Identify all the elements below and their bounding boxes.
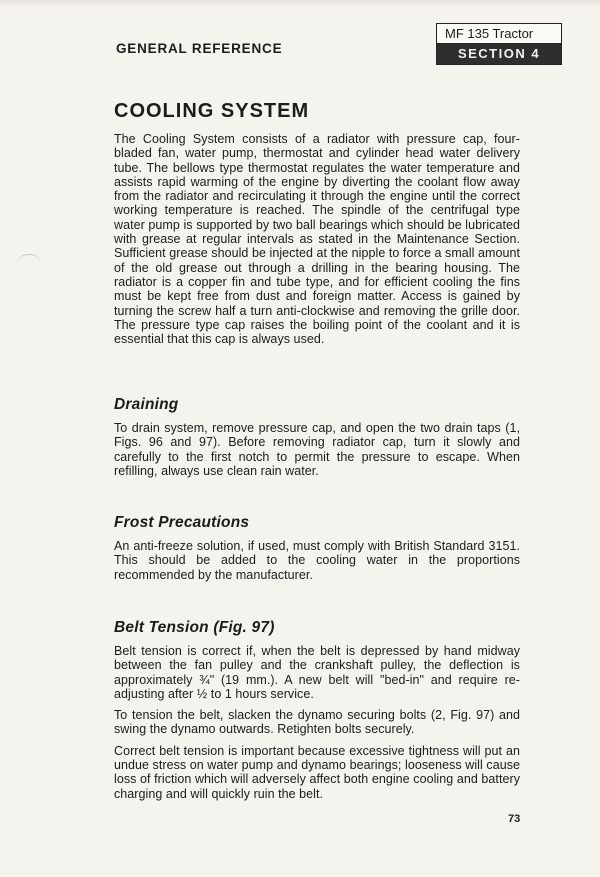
page-number: 73 xyxy=(508,813,521,825)
section-heading: Frost Precautions xyxy=(114,514,250,531)
section-belt-tension xyxy=(114,619,520,801)
section-paragraph: Correct belt tension is important because excessive tightness will put an undue stress on water pump and dynamo bearings; looseness will cause loss of friction which will adversely affect both engine cooling and battery charging and will quickly ruin the belt. xyxy=(114,743,520,801)
section-heading: Belt Tension (Fig. 97) xyxy=(114,619,275,636)
section-paragraph: An anti-freeze solution, if used, must comply with British Standard 3151. This should be added to the cooling water in the proportions recommended by the manufacturer. xyxy=(114,539,520,582)
header-section-label: SECTION 4 xyxy=(437,44,561,64)
page-edge-shadow xyxy=(0,0,600,6)
section-draining xyxy=(114,396,520,478)
section-paragraph: Belt tension is correct if, when the belt is depressed by hand midway between the fan pulley and the crankshaft pulley, the deflection is approximately ¾" (19 mm.). A new belt will "bed-in" and require re-adjusting after ½ to 1 hours service. xyxy=(114,644,520,701)
header-doc-title: MF 135 Tractor xyxy=(437,24,561,44)
section-heading: Draining xyxy=(114,396,179,413)
section-paragraph: The Cooling System consists of a radiator with pressure cap, four-bladed fan, water pump, thermostat and cylinder head water delivery tube. The bellows type thermostat regulates the water temperature and assists rapid warming of the engine by diverting the coolant flow away from the radiator and recirculating it through the engine until the correct working temperature is reached. The spindle of the centrifugal type water pump is supported by two ball bearings which should be lubricated with grease at regular intervals as stated in the Maintenance Section. Sufficient grease should be injected at the nipple to force a small amount of the old grease out through a drilling in the bearing housing. The radiator is a copper fin and tube type, and for efficient cooling the fins must be kept free from dust and foreign matter. Access is gained by turning the screw half a turn anti-clockwise and removing the grille door. The pressure type cap raises the boiling point of the coolant and it is essential that this cap is always used. xyxy=(114,132,520,347)
paper-mark xyxy=(18,254,40,269)
section-paragraph: To drain system, remove pressure cap, and open the two drain taps (1, Figs. 96 and 97). Before removing radiator cap, turn it slowly and carefully to the first notch to permit the pressure to escape. When refilling, always use clean rain water. xyxy=(114,421,520,478)
header-box xyxy=(436,23,562,65)
section-paragraph: To tension the belt, slacken the dynamo securing bolts (2, Fig. 97) and swing the dynamo outwards. Retighten bolts securely. xyxy=(114,708,520,737)
header-category: GENERAL REFERENCE xyxy=(116,41,283,56)
section-heading: COOLING SYSTEM xyxy=(114,100,310,122)
section-frost-precautions xyxy=(114,514,520,582)
section-cooling-system xyxy=(114,100,520,346)
